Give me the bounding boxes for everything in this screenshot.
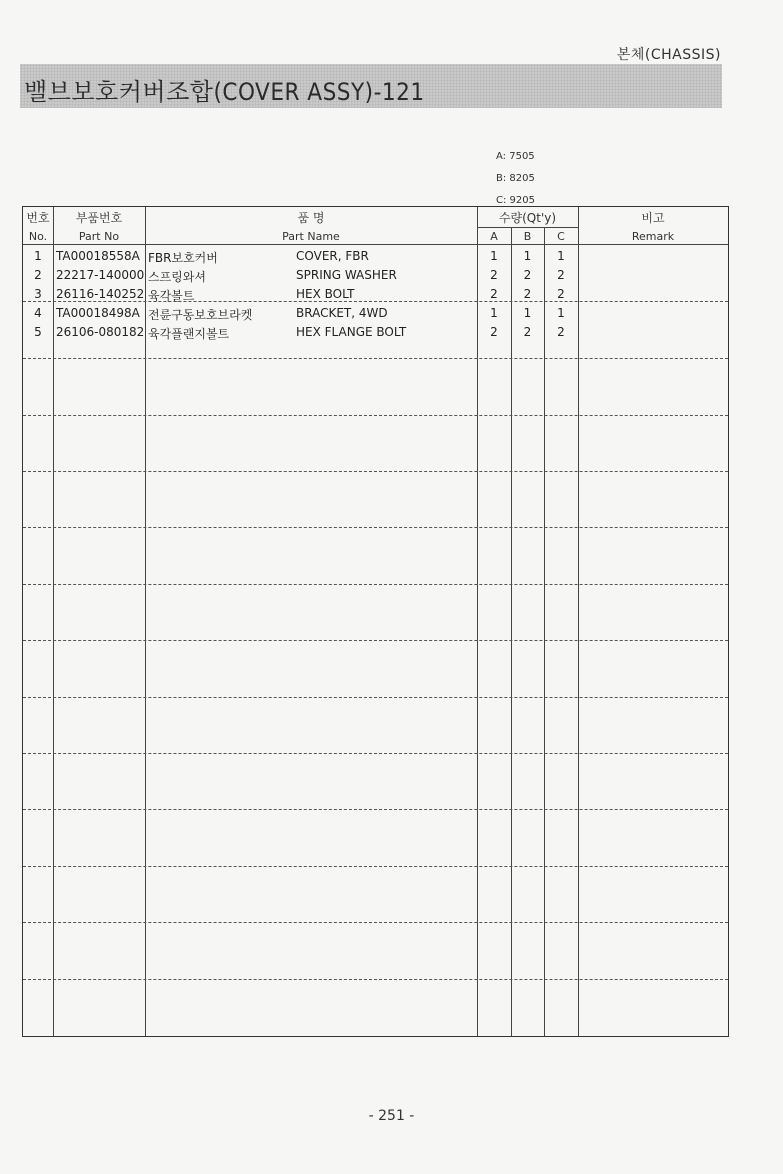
row-name-en: BRACKET, 4WD xyxy=(296,306,388,320)
row-qty-c: 1 xyxy=(557,249,565,263)
row-part-no: TA00018498A xyxy=(56,306,140,320)
parts-table xyxy=(22,206,729,1037)
row-qty-b: 1 xyxy=(523,306,532,320)
row-name-en: HEX BOLT xyxy=(296,287,355,301)
row-no: 2 xyxy=(34,268,42,282)
row-name-kr: 육각볼트 xyxy=(148,289,195,303)
row-part-no: TA00018558A xyxy=(56,249,140,263)
row-name-en: SPRING WASHER xyxy=(296,268,397,282)
header-part-no-en: Part No xyxy=(78,230,120,243)
header-part-no-kr: 부품번호 xyxy=(75,211,123,225)
header-part-name-en: Part Name xyxy=(282,230,340,243)
row-qty-c: 1 xyxy=(557,306,565,320)
row-qty-a: 1 xyxy=(490,306,498,320)
row-name-en: HEX FLANGE BOLT xyxy=(296,325,407,339)
header-no-kr: 번호 xyxy=(26,211,50,225)
row-qty-b: 2 xyxy=(523,268,532,282)
header-qty-b: B xyxy=(523,230,532,243)
row-no: 4 xyxy=(34,306,42,320)
page-number: - 251 - xyxy=(368,1108,415,1124)
row-name-en: COVER, FBR xyxy=(296,249,369,263)
header-remark-en: Remark xyxy=(631,230,675,243)
row-name-kr: 스프링와셔 xyxy=(148,270,206,284)
header-remark-kr: 비고 xyxy=(641,211,665,225)
row-qty-b: 2 xyxy=(523,287,532,301)
row-name-kr: 전륜구동보호브라켓 xyxy=(148,308,253,322)
row-qty-b: 2 xyxy=(523,325,532,339)
row-part-no: 22217-140000 xyxy=(56,268,145,282)
row-qty-b: 1 xyxy=(523,249,532,263)
row-qty-a: 2 xyxy=(490,287,498,301)
row-no: 3 xyxy=(34,287,42,301)
row-qty-a: 1 xyxy=(490,249,498,263)
header-qty: 수량(Qt'y) xyxy=(498,211,557,225)
model-a: A: 7505 xyxy=(496,151,535,162)
model-c: C: 9205 xyxy=(496,195,535,206)
model-b: B: 8205 xyxy=(496,173,535,184)
row-qty-a: 2 xyxy=(490,325,498,339)
page-title: 밸브보호커버조합(COVER ASSY)-121 xyxy=(24,78,425,106)
row-no: 1 xyxy=(34,249,42,263)
row-qty-a: 2 xyxy=(490,268,498,282)
row-name-kr: 육각플랜지볼트 xyxy=(148,327,230,341)
header-part-name-kr: 품 명 xyxy=(297,211,325,225)
row-part-no: 26106-080182 xyxy=(56,325,145,339)
row-qty-c: 2 xyxy=(557,325,565,339)
title-bar xyxy=(20,64,722,108)
row-no: 5 xyxy=(34,325,42,339)
row-part-no: 26116-140252 xyxy=(56,287,145,301)
header-qty-c: C xyxy=(557,230,565,243)
row-qty-c: 2 xyxy=(557,268,565,282)
header-no-en: No. xyxy=(28,230,48,243)
row-qty-c: 2 xyxy=(557,287,565,301)
section-label: 본체(CHASSIS) xyxy=(616,47,721,63)
header-qty-a: A xyxy=(490,230,498,243)
row-name-kr: FBR보호커버 xyxy=(148,251,218,265)
